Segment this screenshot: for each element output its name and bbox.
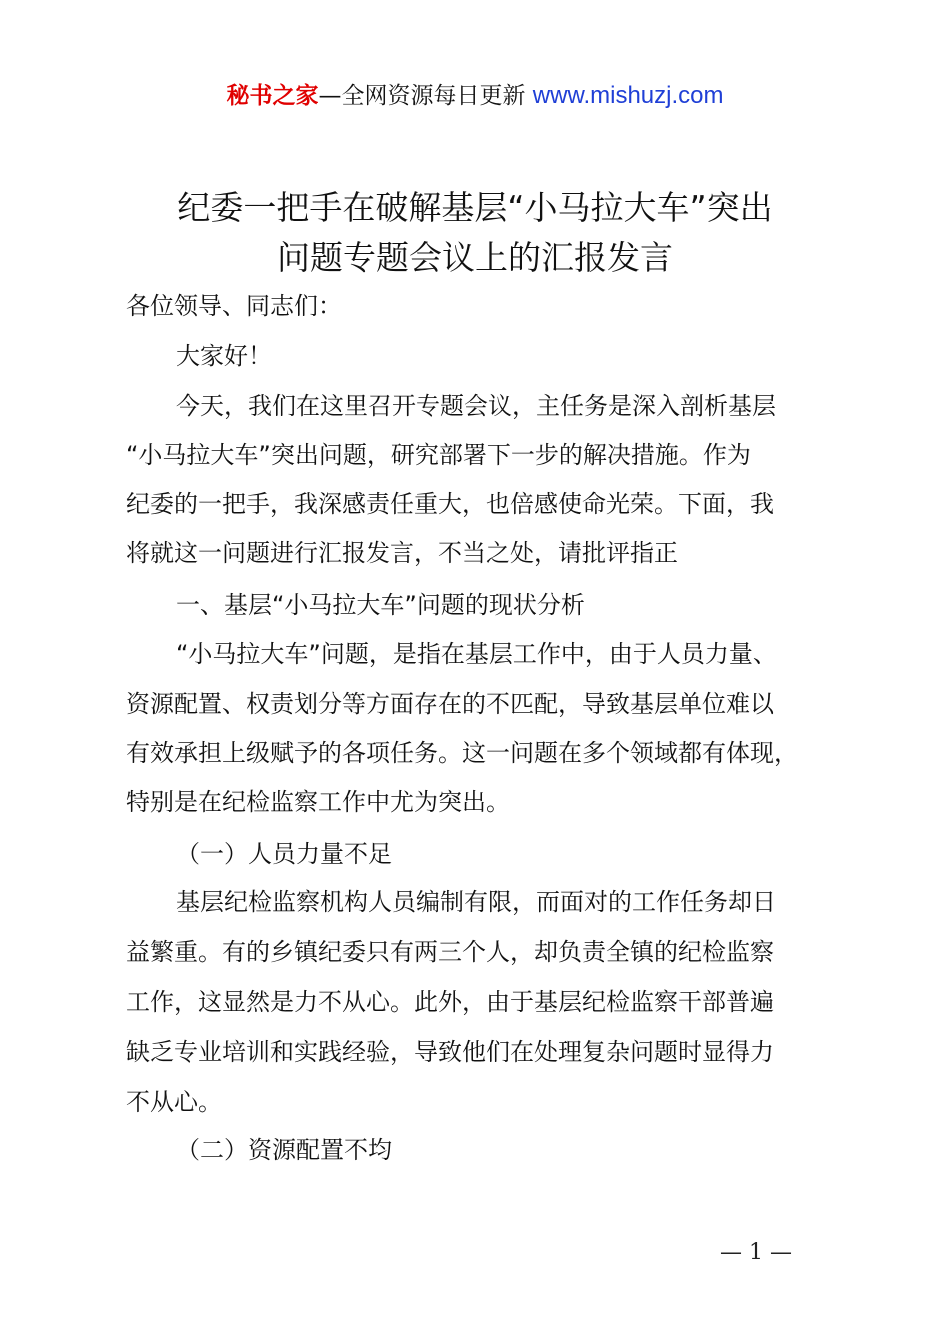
page-number: — 1 —	[720, 1240, 792, 1265]
paragraph-line: 将就这一问题进行汇报发言，不当之处，请批评指正	[126, 539, 678, 567]
paragraph-line: 不从心。	[126, 1088, 222, 1116]
greeting: 大家好！	[176, 342, 272, 370]
banner-slogan: —全网资源每日更新	[318, 83, 533, 109]
paragraph-line: 基层纪检监察机构人员编制有限，而面对的工作任务却日	[176, 888, 776, 916]
title-line-1: 纪委一把手在破解基层“小马拉大车”突出	[177, 188, 773, 227]
paragraph-line: 资源配置、权责划分等方面存在的不匹配，导致基层单位难以	[126, 690, 774, 718]
site-url-link[interactable]: www.mishuzj.com	[532, 82, 724, 109]
section-heading: 一、基层“小马拉大车”问题的现状分析	[176, 591, 585, 619]
paragraph-line: 缺乏专业培训和实践经验，导致他们在处理复杂问题时显得力	[126, 1038, 774, 1066]
site-banner	[0, 80, 950, 112]
paragraph-line: 工作，这显然是力不从心。此外，由于基层纪检监察干部普遍	[126, 988, 774, 1016]
paragraph-line: 特别是在纪检监察工作中尤为突出。	[126, 788, 510, 816]
paragraph-line: “小马拉大车”突出问题，研究部署下一步的解决措施。作为	[126, 441, 751, 469]
paragraph-line: “小马拉大车”问题，是指在基层工作中，由于人员力量、	[176, 640, 777, 668]
paragraph-line: 今天，我们在这里召开专题会议，主任务是深入剖析基层	[176, 392, 776, 420]
document-title	[80, 183, 870, 283]
subsection-heading: （一）人员力量不足	[176, 840, 392, 868]
paragraph-line: 有效承担上级赋予的各项任务。这一问题在多个领域都有体现，	[126, 739, 798, 767]
subsection-heading: （二）资源配置不均	[176, 1136, 392, 1164]
salutation: 各位领导、同志们：	[126, 292, 342, 320]
paragraph-line: 纪委的一把手，我深感责任重大，也倍感使命光荣。下面，我	[126, 490, 774, 518]
title-line-2: 问题专题会议上的汇报发言	[277, 238, 673, 277]
brand-name: 秘书之家	[226, 83, 319, 109]
paragraph-line: 益繁重。有的乡镇纪委只有两三个人，却负责全镇的纪检监察	[126, 938, 774, 966]
